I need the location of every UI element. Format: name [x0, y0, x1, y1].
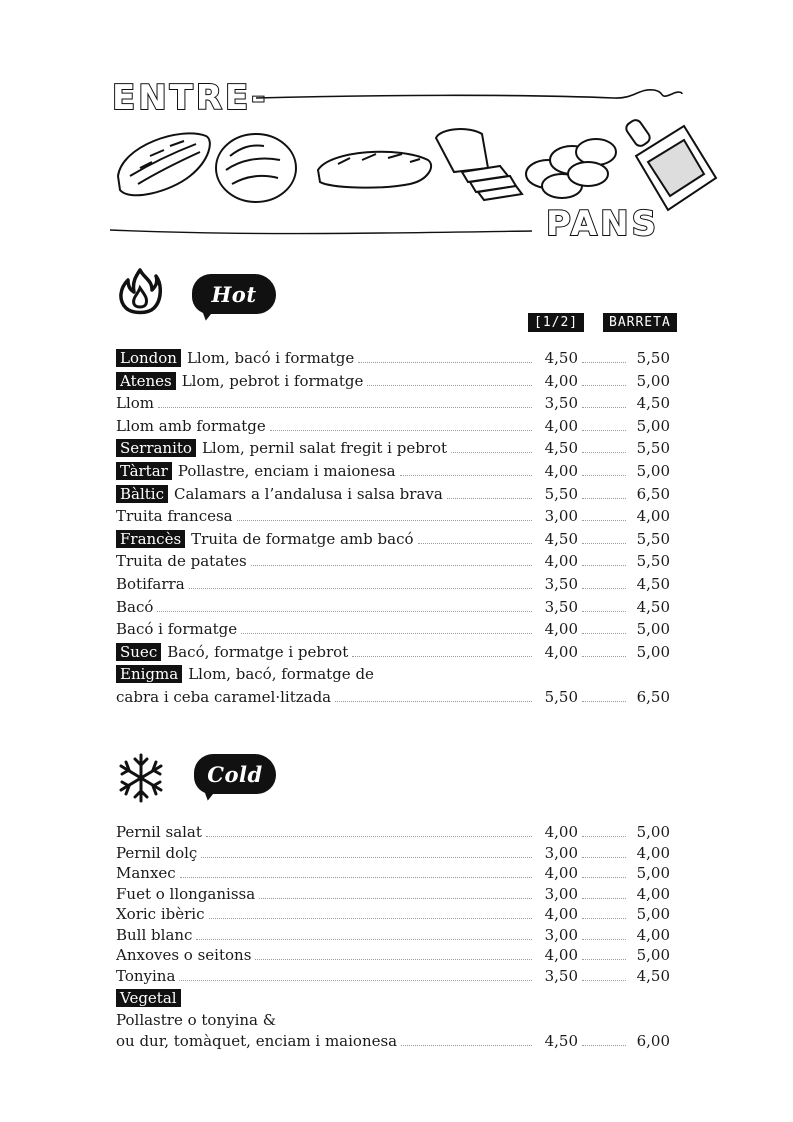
item-tag: Serranito [116, 439, 196, 457]
price-full: 5,00 [636, 823, 670, 841]
item-desc: Bacó, formatge i pebrot [167, 642, 349, 661]
price-half: 4,00 [544, 371, 578, 390]
item-desc: Bacó i formatge [116, 620, 238, 639]
item-desc: Anxoves o seitons [116, 946, 252, 964]
menu-item-vegetal-line2 [116, 1031, 676, 1051]
cold-badge [194, 754, 276, 794]
menu-item [116, 884, 676, 904]
menu-item [116, 642, 676, 662]
cutting-board-icon [624, 118, 716, 210]
price-full: 4,50 [636, 597, 670, 616]
price-full: 5,50 [636, 349, 670, 367]
menu-item [116, 822, 676, 842]
item-desc: Llom, bacó, formatge de [188, 665, 374, 684]
item-desc: Bull blanc [116, 925, 193, 944]
braided-bread-icon [526, 139, 616, 198]
menu-item-vegetal-line1 [116, 1010, 676, 1030]
hot-badge-label: Hot [211, 281, 257, 307]
bread-icon [118, 133, 210, 195]
column-header-barreta: BARRETA [603, 313, 677, 332]
item-desc: Pollastre o tonyina & [116, 1011, 277, 1029]
price-half: 3,50 [544, 597, 578, 616]
price-half: 4,00 [544, 642, 578, 661]
price-full: 4,00 [636, 925, 670, 944]
header-bottom-line [108, 222, 538, 238]
item-desc: Llom, pebrot i formatge [181, 371, 364, 390]
item-desc: Pernil dolç [116, 843, 198, 862]
price-full: 5,50 [636, 529, 670, 548]
price-full: 4,50 [636, 394, 670, 413]
item-desc: Llom, bacó i formatge [186, 349, 355, 367]
hot-badge [192, 274, 276, 314]
price-half: 4,00 [544, 552, 578, 571]
price-half: 4,00 [544, 620, 578, 639]
price-full: 4,50 [636, 966, 670, 985]
price-full: 5,00 [636, 416, 670, 435]
baguette-icon [318, 152, 431, 188]
title-pans: PANS [546, 204, 660, 244]
item-tag: Suec [116, 643, 161, 661]
price-half: 5,50 [544, 484, 578, 503]
round-bread-icon [216, 134, 296, 202]
price-half: 3,50 [544, 575, 578, 593]
price-half: 4,00 [544, 823, 578, 841]
menu-item [116, 506, 676, 526]
price-full: 6,50 [636, 688, 670, 706]
price-half: 3,00 [544, 507, 578, 526]
item-desc: Manxec [116, 864, 176, 882]
menu-item-vegetal-tag [116, 989, 676, 1009]
menu-item [116, 925, 676, 945]
price-half: 4,00 [544, 946, 578, 964]
item-desc: Pollastre, enciam i maionesa [177, 462, 396, 480]
price-full: 5,00 [636, 371, 670, 390]
item-desc: Truita de patates [116, 552, 247, 571]
price-full: 4,00 [636, 507, 670, 526]
snowflake-icon [117, 752, 165, 804]
flame-icon [118, 266, 162, 318]
price-full: 5,00 [636, 905, 670, 923]
item-desc: Truita de formatge amb bacó [191, 529, 414, 548]
item-tag: Bàltic [116, 485, 168, 503]
item-tag: Tàrtar [116, 462, 172, 480]
item-tag: Vegetal [116, 989, 181, 1007]
menu-item [116, 371, 676, 391]
menu-item-enigma-line1 [116, 664, 676, 684]
menu-item-enigma-line2 [116, 687, 676, 707]
menu-item [116, 597, 676, 617]
price-half: 3,00 [544, 925, 578, 944]
item-desc: Llom, pernil salat fregit i pebrot [201, 439, 448, 458]
item-tag: Francès [116, 530, 185, 548]
menu-item [116, 484, 676, 504]
price-half: 4,00 [544, 864, 578, 882]
price-full: 5,00 [636, 946, 670, 964]
price-half: 4,00 [544, 905, 578, 923]
menu-item [116, 863, 676, 883]
menu-item [116, 843, 676, 863]
price-full: 6,50 [636, 484, 670, 503]
menu-item [116, 416, 676, 436]
item-desc: ou dur, tomàquet, enciam i maionesa [116, 1032, 398, 1050]
breads-illustration [110, 116, 720, 220]
item-desc: Bacó [116, 597, 154, 616]
item-desc: Tonyina [116, 966, 176, 985]
menu-item [116, 945, 676, 965]
item-tag: London [116, 349, 181, 367]
menu-item [116, 461, 676, 481]
item-desc: Fuet o llonganissa [116, 884, 256, 903]
menu-item [116, 574, 676, 594]
price-full: 5,50 [636, 552, 670, 571]
price-half: 4,50 [544, 349, 578, 367]
item-desc: Xoric ibèric [116, 905, 205, 923]
menu-item [116, 966, 676, 986]
price-half: 5,50 [544, 688, 578, 706]
menu-item [116, 348, 676, 368]
item-desc: Llom amb formatge [116, 416, 266, 435]
price-full: 5,00 [636, 462, 670, 480]
price-full: 5,50 [636, 439, 670, 458]
item-tag: Enigma [116, 665, 182, 683]
price-full: 5,00 [636, 620, 670, 639]
price-half: 4,50 [544, 529, 578, 548]
price-full: 4,00 [636, 884, 670, 903]
price-full: 5,00 [636, 864, 670, 882]
menu-item [116, 438, 676, 458]
price-full: 4,50 [636, 575, 670, 593]
menu-item [116, 619, 676, 639]
menu-item [116, 393, 676, 413]
menu-item [116, 551, 676, 571]
item-desc: Botifarra [116, 575, 185, 593]
cold-badge-label: Cold [207, 761, 263, 787]
item-tag: Atenes [116, 372, 176, 390]
sliced-bread-icon [436, 129, 522, 200]
title-entre: ENTRE- [112, 78, 269, 118]
price-half: 3,50 [544, 394, 578, 413]
price-full: 4,00 [636, 843, 670, 862]
menu-item [116, 529, 676, 549]
item-desc: cabra i ceba caramel·litzada [116, 688, 332, 706]
item-desc: Llom [116, 394, 155, 413]
price-full: 6,00 [636, 1032, 670, 1050]
price-half: 3,50 [544, 966, 578, 985]
price-half: 4,00 [544, 416, 578, 435]
column-header-half: [1/2] [528, 313, 584, 332]
price-full: 5,00 [636, 642, 670, 661]
price-half: 4,00 [544, 462, 578, 480]
header-top-line [254, 82, 684, 112]
item-desc: Calamars a l’andalusa i salsa brava [174, 484, 443, 503]
item-desc: Truita francesa [116, 507, 233, 526]
menu-item [116, 904, 676, 924]
price-half: 4,50 [544, 1032, 578, 1050]
price-half: 3,00 [544, 884, 578, 903]
price-half: 3,00 [544, 843, 578, 862]
price-half: 4,50 [544, 439, 578, 458]
item-desc: Pernil salat [116, 823, 202, 841]
